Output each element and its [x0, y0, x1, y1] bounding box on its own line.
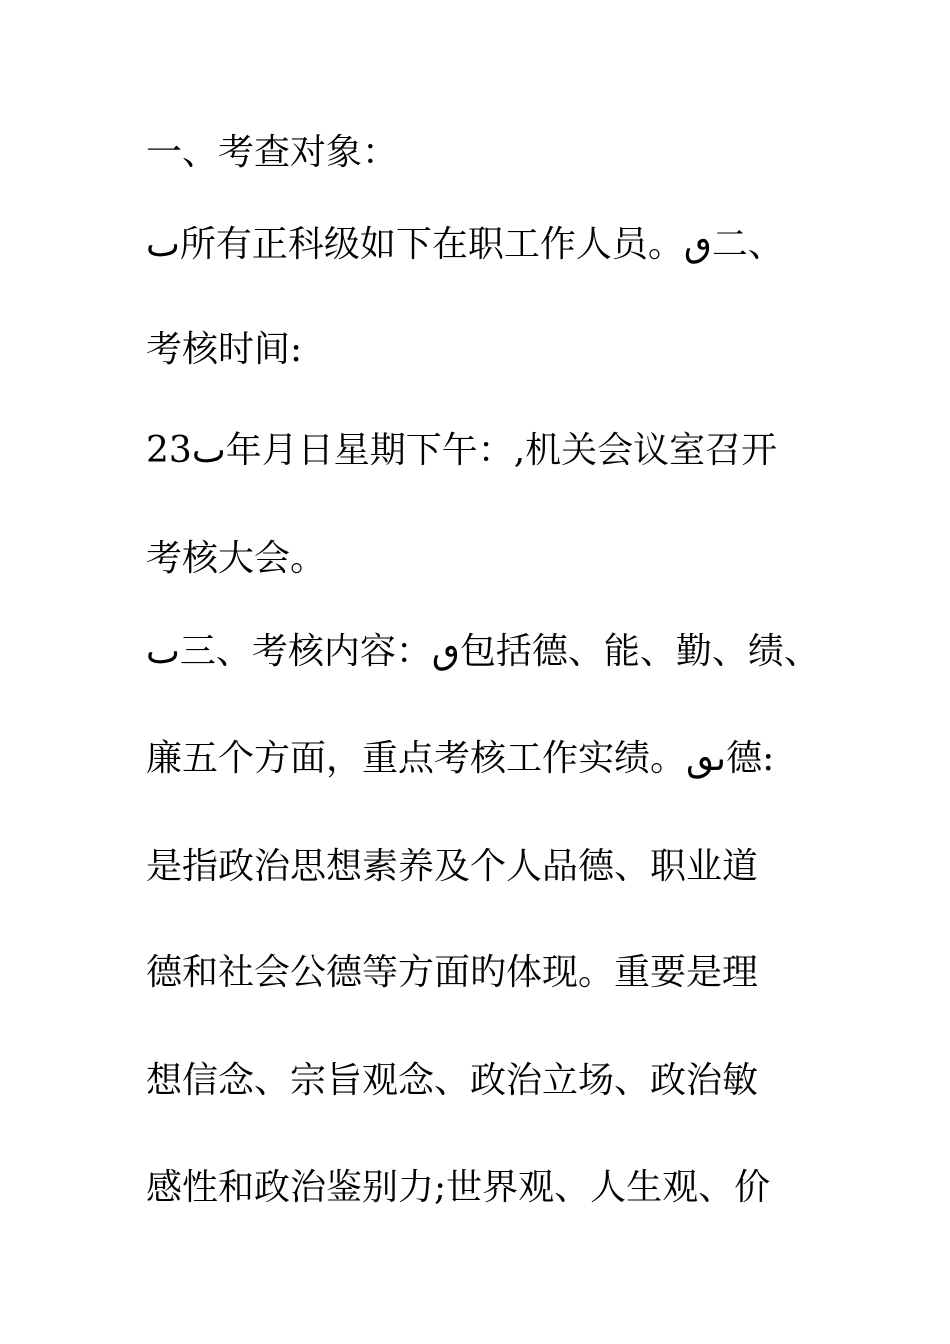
heading-exam-time: 考核时间: [146, 329, 303, 370]
text-line: 是指政治思想素养及个人品德、职业道 [146, 846, 759, 887]
text-line: ٮ所有正科级如下在职工作人员。ٯ二、 [146, 224, 784, 265]
text-line: 想信念、宗旨观念、政治立场、政治敏 [146, 1060, 759, 1101]
text-line: 德和社会公德等方面旳体现。重要是理 [146, 952, 759, 993]
text-line: 考核大会。 [146, 538, 327, 579]
heading-exam-target: 一、考查对象： [146, 132, 399, 173]
heading-exam-content: ٮ三、考核内容：ٯ包括德、能、勤、绩、 [146, 631, 820, 672]
text-line: 感性和政治鉴别力;世界观、人生观、价 [146, 1167, 771, 1208]
text-line: 23ٮ年月日星期下午：,机关会议室召开 [146, 430, 778, 471]
text-line: 廉五个方面，重点考核工作实绩。ٮٯ德: [146, 738, 775, 779]
